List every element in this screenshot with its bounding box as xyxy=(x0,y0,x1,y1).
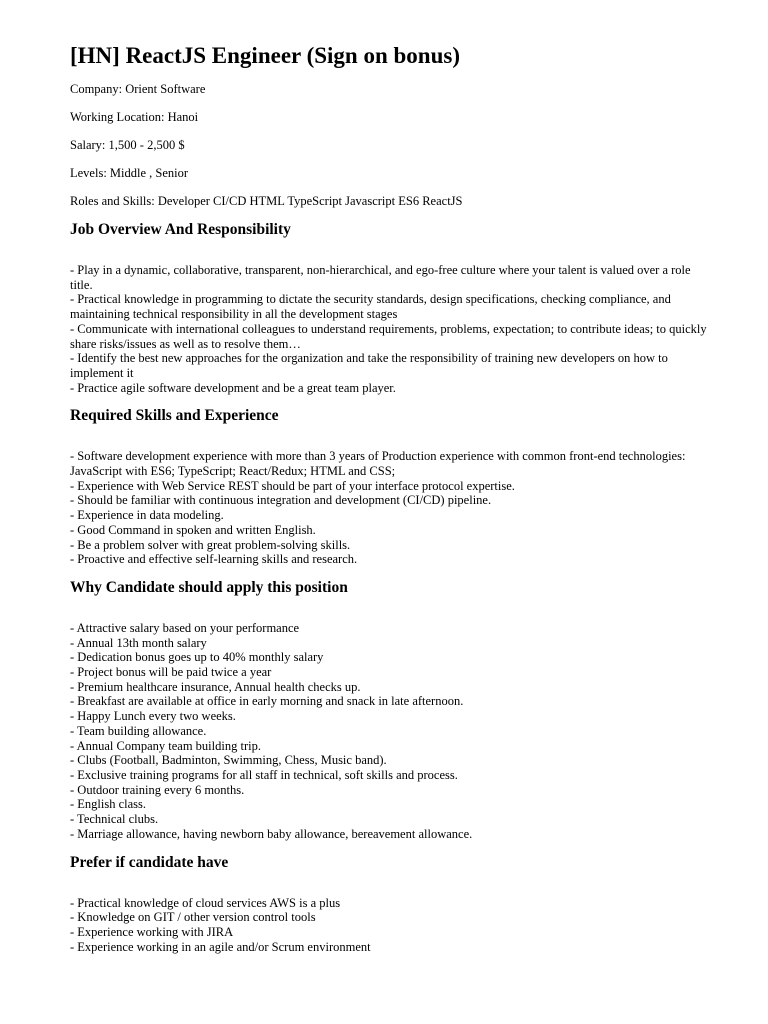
list-item: - Annual 13th month salary xyxy=(70,635,207,650)
list-item: - Premium healthcare insurance, Annual health checks up. xyxy=(70,679,361,694)
list-item: - Breakfast are available at office in early morning and snack in late afternoon. xyxy=(70,694,464,709)
list-item: - English class. xyxy=(70,797,147,812)
section-heading: Required Skills and Experience xyxy=(70,407,279,425)
list-item: - Clubs (Football, Badminton, Swimming, Chess, Music band). xyxy=(70,753,387,768)
list-item: - Play in a dynamic, collaborative, transparent, non-hierarchical, and ego-free culture where your talent is valued over a role title. xyxy=(70,263,691,292)
list-item: - Proactive and effective self-learning skills and research. xyxy=(70,552,358,567)
section-heading: Job Overview And Responsibility xyxy=(70,221,291,238)
list-item: - Identify the best new approaches for the organization and take the responsibility of training new developers on how to implement it xyxy=(70,351,668,380)
job-posting xyxy=(70,40,715,954)
list-item: - Experience working with JIRA xyxy=(70,924,234,939)
list-item: - Communicate with international colleagues to understand requirements, problems, expectation; to contribute ideas; to quickly share risks/issues as well as to resolve them… xyxy=(70,321,707,351)
list-item: - Should be familiar with continuous integration and development (CI/CD) pipeline. xyxy=(70,493,492,508)
bullet-list xyxy=(70,449,715,567)
list-item: - Project bonus will be paid twice a year xyxy=(70,665,272,680)
list-item: - Practice agile software development and be a great team player. xyxy=(70,380,396,395)
list-item: - Annual Company team building trip. xyxy=(70,738,261,753)
list-item: - Team building allowance. xyxy=(70,723,207,738)
list-item: - Software development experience with more than 3 years of Production experience with common front-end technologies: JavaScript with ES6; TypeScript; React/Redux; HTML and CSS; xyxy=(70,449,686,479)
bullet-list xyxy=(70,621,715,842)
salary-line: Salary: 1,500 - 2,500 $ xyxy=(70,138,185,152)
list-item: - Experience with Web Service REST should be part of your interface protocol expertise. xyxy=(70,478,515,493)
list-item: - Dedication bonus goes up to 40% monthly salary xyxy=(70,650,324,665)
list-item: - Exclusive training programs for all staff in technical, soft skills and process. xyxy=(70,767,458,782)
list-item: - Outdoor training every 6 months. xyxy=(70,782,245,797)
levels-line: Levels: Middle , Senior xyxy=(70,166,189,180)
list-item: - Be a problem solver with great problem-solving skills. xyxy=(70,537,351,552)
bullet-list xyxy=(70,263,715,395)
list-item: - Practical knowledge in programming to dictate the security standards, design specifications, checking compliance, and maintaining technical responsibility in all the development stages xyxy=(70,292,671,322)
location-line: Working Location: Hanoi xyxy=(70,110,199,124)
page-title: [HN] ReactJS Engineer (Sign on bonus) xyxy=(70,43,460,68)
section-heading: Why Candidate should apply this position xyxy=(70,578,348,596)
roles-skills-line: Roles and Skills: Developer CI/CD HTML TypeScript Javascript ES6 ReactJS xyxy=(70,194,463,208)
section-job-overview xyxy=(70,219,715,395)
list-item: - Attractive salary based on your performance xyxy=(70,620,300,635)
section-heading: Prefer if candidate have xyxy=(70,853,229,871)
section-prefer xyxy=(70,852,715,955)
list-item: - Experience in data modeling. xyxy=(70,508,224,523)
list-item: - Happy Lunch every two weeks. xyxy=(70,709,236,724)
company-line: Company: Orient Software xyxy=(70,82,206,96)
list-item: - Technical clubs. xyxy=(70,812,159,827)
list-item: - Marriage allowance, having newborn baby allowance, bereavement allowance. xyxy=(70,826,473,841)
section-required-skills xyxy=(70,405,715,567)
list-item: - Practical knowledge of cloud services AWS is a plus xyxy=(70,895,341,910)
list-item: - Good Command in spoken and written English. xyxy=(70,522,316,537)
list-item: - Knowledge on GIT / other version control tools xyxy=(70,910,316,925)
section-why-apply xyxy=(70,577,715,842)
bullet-list xyxy=(70,896,715,955)
list-item: - Experience working in an agile and/or Scrum environment xyxy=(70,939,371,954)
